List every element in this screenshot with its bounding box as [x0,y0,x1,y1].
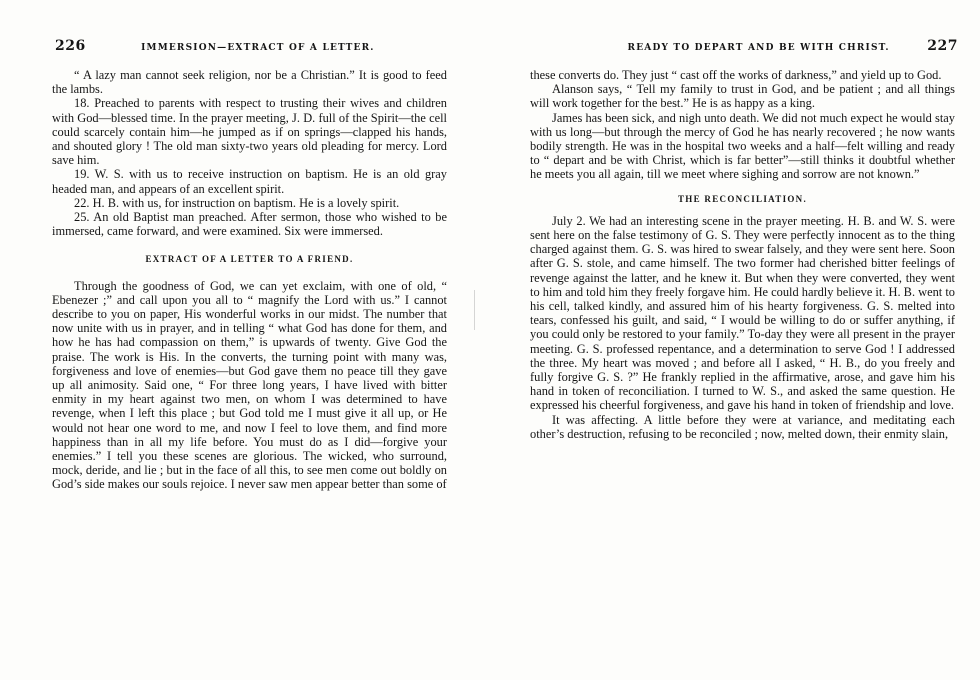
paragraph: July 2. We had an interesting scene in the prayer meeting. H. B. and W. S. were sent here on the false testimony of G. S. They were perfectly innocent as to the thing charged against them. G. S. was hired to swear falsely, and they were sent here. Soon after G. S. stole, and came himself. The two former had cherished bitter feelings of revenge against the latter, and he knew it. But when they were converted, they went to him and told him they freely forgave him. He could hardly believe it. H. B. went to his cell, talked kindly, and assured him of his hearty forgiveness. G. S. melted into tears, confessed his guilt, and said, “ I would be willing to do or suffer anything, if you could only be restored to your family.” To-day they were all present in the prayer meeting. G. S. professed repentance, and a determination to serve God ! I addressed the three. My heart was moved ; and before all I asked, “ H. B., do you freely and fully forgive G. S. ?” He frankly replied in the affirmative, arose, and gave him his hand in token of reconciliation. I turned to W. S., and asked the same question. He expressed his cheerful forgiveness, and gave his hand in token of friendship and love. [530,213,955,413]
paragraph: James has been sick, and nigh unto death. We did not much expect he would stay with us long—but through the mercy of God he has nearly recovered ; he now wants bodily strength. He was in the hospital two weeks and a half—felt willing and ready to “ depart and be with Christ, which is far better”—still thinks it doubtful whether he meets you all again, till we meet where sighing and sorrow are not known.” [530,110,955,182]
paragraph: 25. An old Baptist man preached. After sermon, those who wished to be immersed, came forward, and were examined. Six were immersed. [52,210,447,239]
paragraph: “ A lazy man cannot seek religion, nor be a Christian.” It is good to feed the lambs. [52,68,447,97]
section-heading: EXTRACT OF A LETTER TO A FRIEND. [145,254,354,265]
left-running-title: IMMERSION—EXTRACT OF A LETTER. [141,43,375,53]
right-running-head [570,38,958,56]
left-page-number: 226 [55,38,86,54]
paragraph: 18. Preached to parents with respect to trusting their wives and children with God—blessed time. In the prayer meeting, J. D. full of the Spirit—the cell could scarcely contain him—he jumped as if on springs—clapped his hands, and shouted glory ! The old man sixty-two years old pleading for mercy. Lord save him. [52,96,447,168]
left-page [0,0,475,680]
section-heading: THE RECONCILIATION. [677,193,808,204]
paragraph: 22. H. B. with us, for instruction on baptism. He is a lovely spirit. [74,195,400,210]
paragraph: Alanson says, “ Tell my family to trust in God, and be patient ; and all things will work together for the best.” He is as happy as a king. [530,82,955,111]
right-page [485,0,980,680]
left-body-text [52,68,447,492]
paragraph: 19. W. S. with us to receive instruction on baptism. He is an old gray headed man, and appears of an excellent spirit. [52,167,447,196]
paragraph: It was affecting. A little before they were at variance, and meditating each other’s destruction, refusing to be reconciled ; now, melted down, their enmity slain, [530,412,955,441]
left-running-head [55,38,450,56]
right-running-title: READY TO DEPART AND BE WITH CHRIST. [627,43,890,53]
right-page-number: 227 [927,38,958,54]
paragraph: Through the goodness of God, we can yet exclaim, with one of old, “ Ebenezer ;” and call upon you all to “ magnify the Lord with us.” I cannot describe to you on paper, His wonderful works in our midst. The number that now unite with us in prayer, and in telling “ what God has done for them, and how he has had compassion on them,” is upwards of twenty. Give God the praise. The work is His. In the converts, the turning point with many was, forgiveness and love of enemies—but God gave them no peace till they gave up all animosity. Said one, “ For three long years, I have lived with bitter enmity in my heart against two men, on whom I was determined to have revenge, when I left this place ; but God told me I must give it all up, or He would not hear one word to me, and now I feel to love them, and find more happiness than in all my life before. You must do as I did—forgive your enemies.” I tell you these scenes are glorious. The wicked, who surround, mock, deride, and lie ; but in the face of all this, to see men come out boldly on God’s side makes our souls rejoice. I never saw men appear better than some of [52,278,447,492]
gutter-mark [474,290,485,330]
paragraph: these converts do. They just “ cast off the works of darkness,” and yield up to God. [530,68,942,82]
right-body-text [530,68,955,441]
